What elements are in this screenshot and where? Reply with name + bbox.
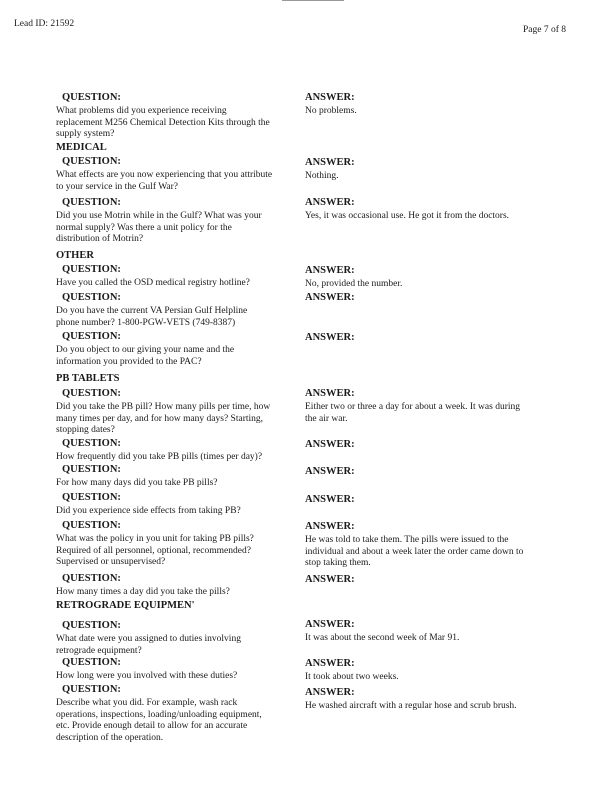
question-text: Did you use Motrin while in the Gulf? What was your	[56, 211, 262, 221]
answer-label: ANSWER:	[305, 494, 355, 505]
question-text: many times per day, and for how many days? Starting,	[56, 413, 264, 424]
question-text: etc. Provide enough detail to allow for an accurate	[56, 721, 248, 731]
answer-text: the air war.	[305, 413, 348, 424]
answer-text: He was told to take them. The pills were issued to the	[305, 535, 509, 545]
question-text: What was the policy in you unit for taking PB pills?	[56, 534, 254, 544]
section-other: OTHER	[56, 250, 94, 261]
top-edge-line	[282, 0, 344, 1]
question-text: retrograde equipment?	[56, 645, 142, 656]
question-text: How long were you involved with these duties?	[56, 671, 238, 681]
answer-label: ANSWER:	[305, 388, 355, 399]
answer-label: ANSWER:	[305, 574, 355, 585]
question-label: QUESTION:	[62, 197, 121, 208]
question-text: supply system?	[56, 129, 115, 139]
answer-label: ANSWER:	[305, 619, 355, 630]
answer-text: It was about the second week of Mar 91.	[305, 633, 460, 643]
answer-label: ANSWER:	[305, 92, 355, 103]
answer-text: Nothing.	[305, 171, 339, 181]
question-label: QUESTION:	[62, 438, 121, 449]
answer-text: Yes, it was occasional use. He got it from the doctors.	[305, 211, 510, 221]
answer-label: ANSWER:	[305, 439, 355, 450]
question-text: Did you experience side effects from taking PB?	[56, 506, 241, 516]
question-label: QUESTION:	[62, 331, 121, 342]
answer-text: It took about two weeks.	[305, 672, 399, 682]
question-text: replacement M256 Chemical Detection Kits through the	[56, 117, 270, 128]
question-text: information you provided to the PAC?	[56, 356, 202, 367]
answer-label: ANSWER:	[305, 687, 355, 698]
question-text: stopping dates?	[56, 425, 115, 435]
question-text: to your service in the Gulf War?	[56, 181, 178, 192]
answer-label: ANSWER:	[305, 265, 355, 276]
question-text: Have you called the OSD medical registry hotline?	[56, 278, 250, 288]
answer-label: ANSWER:	[305, 466, 355, 477]
section-retrograde: RETROGRADE EQUIPMEN'	[56, 600, 195, 611]
question-text: Required of all personnel, optional, recommended?	[56, 545, 251, 556]
answer-label: ANSWER:	[305, 521, 355, 532]
question-text: Describe what you did. For example, wash rack	[56, 698, 238, 708]
question-text: operations, inspections, loading/unloading equipment,	[56, 709, 262, 720]
question-label: QUESTION:	[62, 684, 121, 695]
question-label: QUESTION:	[62, 264, 121, 275]
question-text: What effects are you now experiencing that you attribute	[56, 170, 273, 180]
question-text: Did you take the PB pill? How many pills per time, how	[56, 402, 271, 412]
section-medical: MEDICAL	[56, 142, 107, 153]
answer-text: No, provided the number.	[305, 279, 403, 289]
answer-label: ANSWER:	[305, 292, 355, 303]
question-text: phone number? 1-800-PGW-VETS (749-8387)	[56, 317, 236, 328]
answer-text: Either two or three a day for about a week. It was during	[305, 402, 520, 412]
answer-label: ANSWER:	[305, 332, 355, 343]
answer-label: ANSWER:	[305, 658, 355, 669]
page-number: Page 7 of 8	[523, 25, 567, 35]
answer-label: ANSWER:	[305, 157, 355, 168]
question-text: Supervised or unsupervised?	[56, 557, 166, 567]
question-label: QUESTION:	[62, 292, 121, 303]
question-label: QUESTION:	[62, 657, 121, 668]
question-text: Do you have the current VA Persian Gulf Helpline	[56, 306, 248, 316]
answer-text: He washed aircraft with a regular hose and scrub brush.	[305, 701, 517, 711]
question-text: For how many days did you take PB pills?	[56, 478, 218, 488]
section-pb-tablets: PB TABLETS	[56, 373, 120, 384]
question-text: What date were you assigned to duties involving	[56, 634, 241, 644]
answer-text: stop taking them.	[305, 558, 371, 568]
question-label: QUESTION:	[62, 573, 121, 584]
answer-label: ANSWER:	[305, 197, 355, 208]
question-text: How many times a day did you take the pills?	[56, 587, 230, 597]
answer-text: individual and about a week later the order came down to	[305, 546, 524, 557]
question-label: QUESTION:	[62, 492, 121, 503]
question-label: QUESTION:	[62, 156, 121, 167]
lead-id: Lead ID: 21592	[14, 19, 75, 29]
question-text: What problems did you experience receiving	[56, 106, 227, 116]
question-label: QUESTION:	[62, 520, 121, 531]
question-label: QUESTION:	[62, 620, 121, 631]
question-label: QUESTION:	[62, 464, 121, 475]
question-text: Do you object to our giving your name and the	[56, 345, 235, 355]
question-label: QUESTION:	[62, 92, 121, 103]
question-text: How frequently did you take PB pills (times per day)?	[56, 452, 263, 462]
question-text: normal supply? Was there a unit policy for the	[56, 222, 232, 233]
question-label: QUESTION:	[62, 388, 121, 399]
question-text: distribution of Motrin?	[56, 234, 144, 244]
answer-text: No problems.	[305, 106, 357, 116]
question-text: description of the operation.	[56, 732, 164, 743]
